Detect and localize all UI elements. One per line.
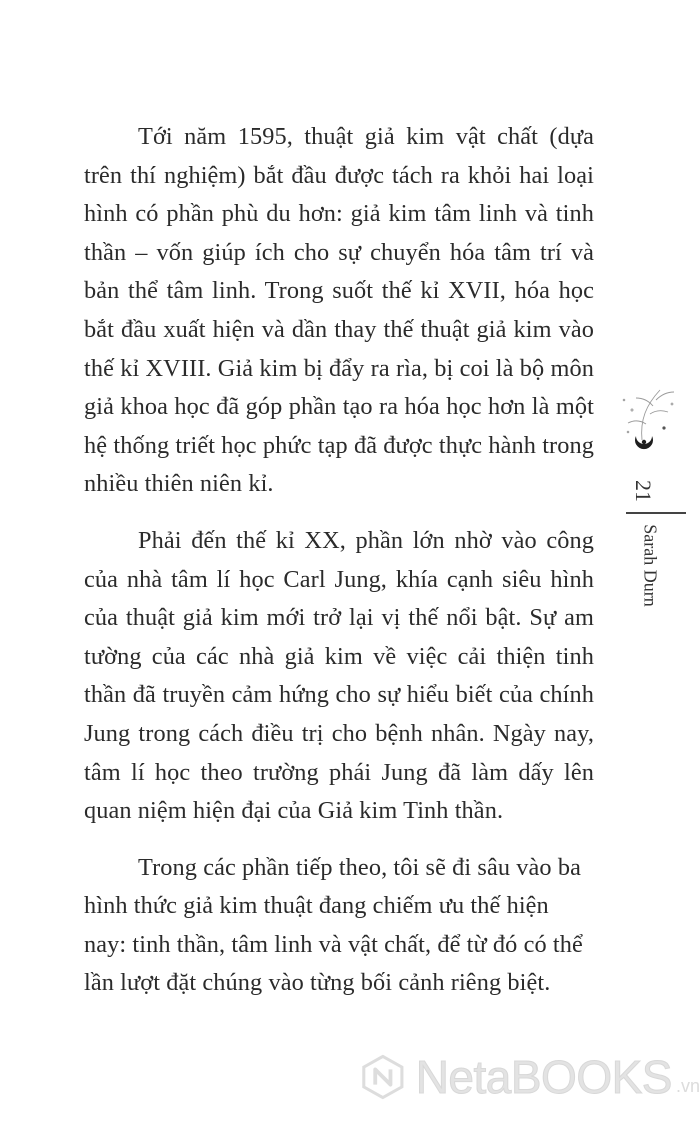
watermark-brand: NetaBOOKS [415,1051,672,1103]
watermark [360,1042,700,1112]
paragraph-3: Trong các phần tiếp theo, tôi sẽ đi sâu vào ba hình thức giả kim thuật đang chiếm ưu thế hiện nay: tinh thần, tâm linh và vật chất, để từ đó có thể lần lượt đặt chúng vào từng bối cảnh riêng biệt. [84,853,583,997]
margin-divider [626,512,686,514]
crescent-moon-sprig-icon [612,370,682,450]
paragraph-2: Phải đến thế kỉ XX, phần lớn nhờ vào công của nhà tâm lí học Carl Jung, khía cạnh siêu hình của thuật giả kim mới trở lại vị thế nổi bật. Sự am tường của các nhà giả kim về việc cải thiện tinh thần đã truyền cảm hứng cho sự hiểu biết của chính Jung trong cách điều trị cho bệnh nhân. Ngày nay, tâm lí học theo trường phái Jung đã làm dấy lên quan niệm hiện đại của Giả kim Tinh thần. [84,526,594,825]
page-body [84,118,594,1021]
paragraph-1: Tới năm 1595, thuật giả kim vật chất (dựa trên thí nghiệm) bắt đầu được tách ra khỏi hai loại hình có phần phù du hơn: giả kim tâm linh và tinh thần – vốn giúp ích cho sự chuyển hóa tâm trí và bản thể tâm linh. Trong suốt thế kỉ XVII, hóa học bắt đầu xuất hiện và dần thay thế thuật giả kim vào thế kỉ XVIII. Giả kim bị đẩy ra rìa, bị coi là bộ môn giả khoa học đã góp phần tạo ra hóa học hơn là một hệ thống triết học phức tạp đã được thực hành trong nhiều thiên niên kỉ. [84,123,594,498]
author-name: Sarah Durn [640,524,661,607]
watermark-suffix: .vn [675,1075,700,1096]
page-number: 21 [631,480,656,502]
netabooks-logo-icon [360,1048,406,1106]
